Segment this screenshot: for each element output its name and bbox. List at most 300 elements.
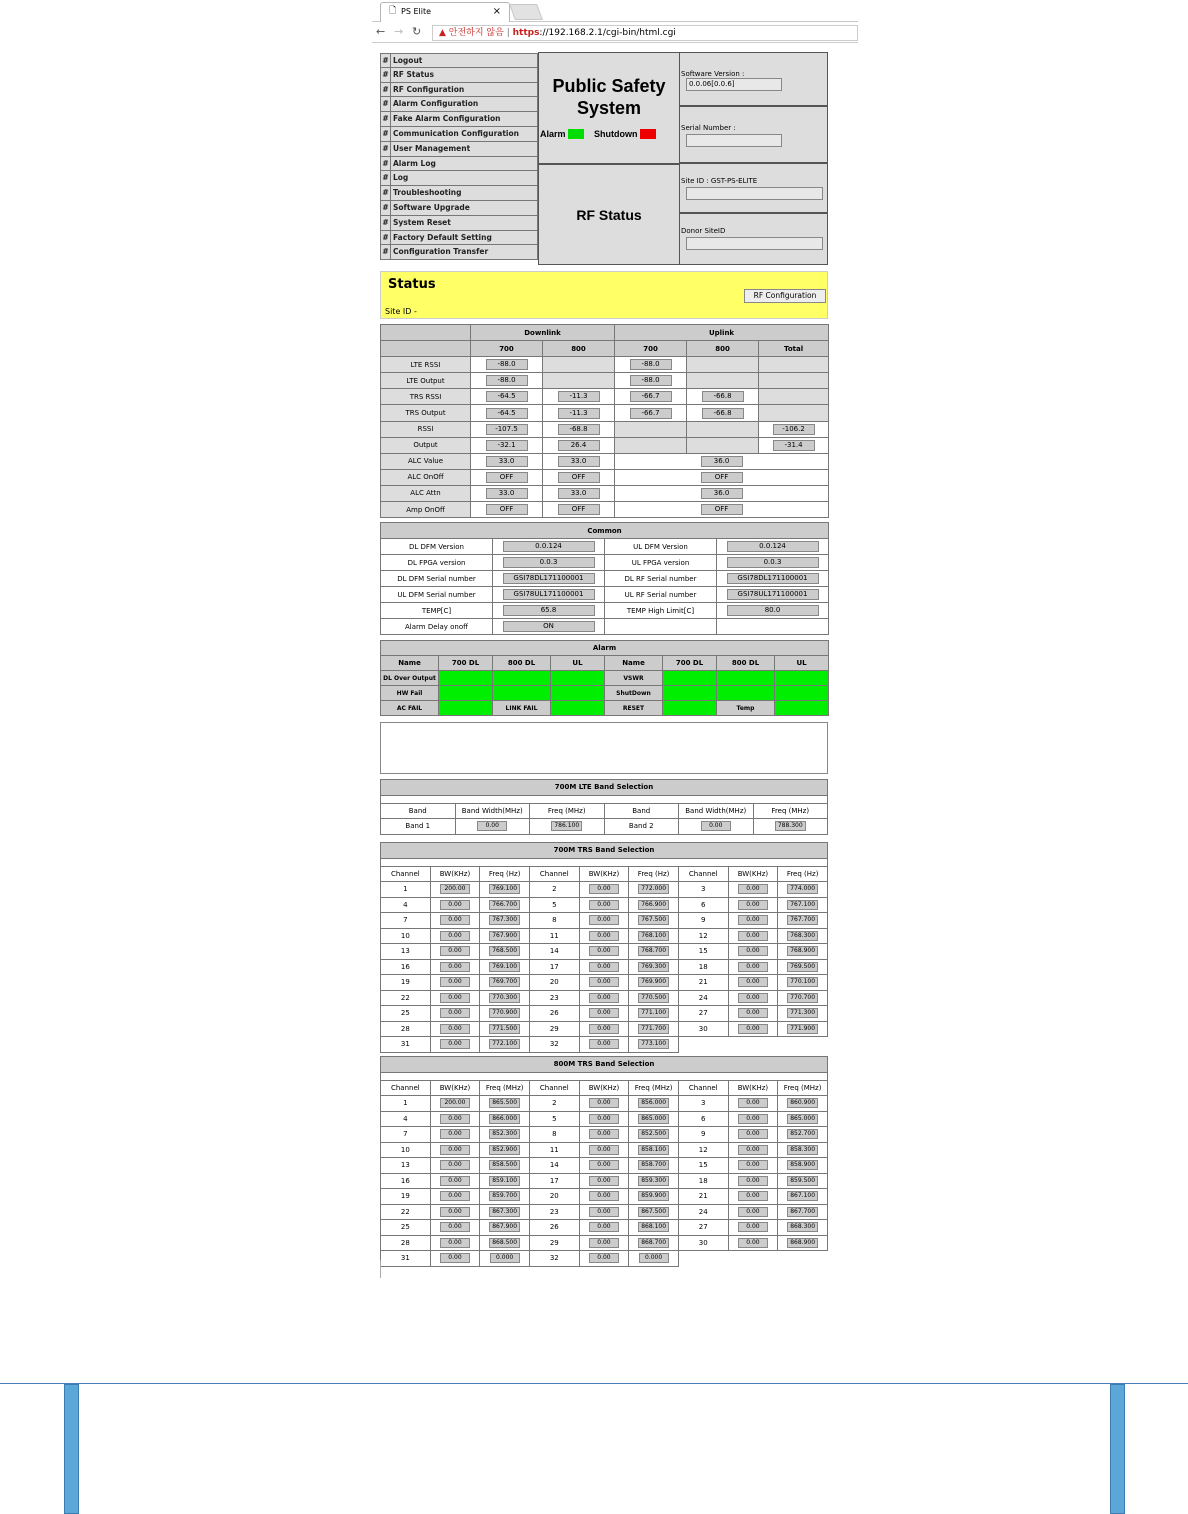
trs-header-row bbox=[381, 866, 828, 882]
trs-channel: 2 bbox=[529, 1096, 579, 1112]
common-label: DL FPGA version bbox=[381, 555, 493, 571]
trs-bandwidth: 0.00 bbox=[589, 1253, 619, 1263]
menu-item-factory-default-setting[interactable] bbox=[380, 231, 538, 246]
rf-control-value: 33.0 bbox=[486, 456, 528, 467]
rf-status-table bbox=[380, 324, 829, 518]
lte-col-header: Band Width(MHz) bbox=[455, 803, 530, 819]
trs-frequency: 865.000 bbox=[638, 1114, 669, 1124]
trs-channel: 11 bbox=[529, 928, 579, 944]
rf-col-header: 800 bbox=[543, 341, 615, 357]
menu-hash: # bbox=[381, 112, 391, 126]
tab-bar bbox=[372, 0, 858, 22]
software-version-field: 0.0.06[0.0.6] bbox=[686, 78, 782, 91]
url-field[interactable]: ▲ 안전하지 않음 | https://192.168.2.1/cgi-bin/html.cgi bbox=[432, 25, 858, 41]
trs-bandwidth: 0.00 bbox=[738, 1024, 768, 1034]
alarm-status-indicator bbox=[439, 686, 493, 701]
trs-bandwidth: 0.00 bbox=[738, 1129, 768, 1139]
menu-item-logout[interactable] bbox=[380, 53, 538, 68]
page-title-line2: System bbox=[576, 98, 642, 118]
rf-control-value: OFF bbox=[558, 504, 600, 515]
trs-bandwidth: 0.00 bbox=[440, 1039, 470, 1049]
warning-icon: ▲ bbox=[439, 28, 446, 38]
address-bar-row bbox=[372, 23, 858, 43]
trs-bandwidth: 0.00 bbox=[440, 1160, 470, 1170]
alarm-status-indicator bbox=[493, 686, 551, 701]
trs-bandwidth: 0.00 bbox=[738, 884, 768, 894]
trs-bandwidth: 0.00 bbox=[589, 977, 619, 987]
trs-frequency: 859.300 bbox=[638, 1176, 669, 1186]
lte-value: 786.100 bbox=[551, 821, 582, 831]
trs-channel: 9 bbox=[678, 1127, 728, 1143]
page-title-line1: Public Safety bbox=[552, 76, 666, 96]
trs-frequency: 769.100 bbox=[489, 884, 520, 894]
trs-col-header: Freq (MHz) bbox=[480, 1080, 530, 1096]
menu-hash: # bbox=[381, 245, 391, 259]
trs-channel: 31 bbox=[381, 1251, 431, 1267]
trs800-header: 800M TRS Band Selection bbox=[381, 1057, 828, 1073]
trs-bandwidth: 0.00 bbox=[589, 900, 619, 910]
menu-hash: # bbox=[381, 171, 391, 185]
menu-item-label: System Reset bbox=[393, 217, 451, 227]
trs-channel: 3 bbox=[678, 1096, 728, 1112]
trs-channel: 22 bbox=[381, 990, 431, 1006]
trs-channel: 32 bbox=[529, 1037, 579, 1053]
status-banner bbox=[380, 271, 828, 319]
trs-channel: 13 bbox=[381, 1158, 431, 1174]
menu-item-user-management[interactable] bbox=[380, 142, 538, 157]
trs-channel: 21 bbox=[678, 975, 728, 991]
trs-channel: 9 bbox=[678, 913, 728, 929]
trs-channel: 26 bbox=[529, 1220, 579, 1236]
menu-item-alarm-log[interactable] bbox=[380, 157, 538, 172]
serial-number-field bbox=[686, 134, 782, 147]
trs-col-header: Freq (Hz) bbox=[629, 866, 679, 882]
menu-item-configuration-transfer[interactable] bbox=[380, 245, 538, 260]
alarm-col-header: 800 DL bbox=[493, 656, 551, 671]
alarm-name: ShutDown bbox=[605, 686, 663, 701]
lte-col-header: Freq (MHz) bbox=[753, 803, 828, 819]
alarm-status-indicator bbox=[775, 686, 829, 701]
rf-control-value: 33.0 bbox=[558, 488, 600, 499]
trs-bandwidth: 0.00 bbox=[440, 900, 470, 910]
rf-value: -66.8 bbox=[702, 391, 744, 402]
trs-bandwidth: 0.00 bbox=[589, 1008, 619, 1018]
common-label: DL DFM Version bbox=[381, 539, 493, 555]
donor-site-field bbox=[686, 237, 823, 250]
trs-channel: 8 bbox=[529, 913, 579, 929]
menu-item-label: Configuration Transfer bbox=[393, 247, 489, 257]
menu-item-troubleshooting[interactable] bbox=[380, 186, 538, 201]
common-label: Alarm Delay onoff bbox=[381, 619, 493, 635]
trs-bandwidth: 0.00 bbox=[440, 1145, 470, 1155]
trs-frequency: 868.500 bbox=[489, 1238, 520, 1248]
rf-control-row bbox=[381, 469, 829, 485]
trs-frequency: 858.300 bbox=[787, 1145, 818, 1155]
rf-value: -66.7 bbox=[630, 391, 672, 402]
lte-value: 788.300 bbox=[775, 821, 806, 831]
trs-frequency: 858.500 bbox=[489, 1160, 520, 1170]
alarm-message-textarea[interactable] bbox=[380, 722, 828, 774]
trs-bandwidth: 0.00 bbox=[589, 946, 619, 956]
alarm-name: RESET bbox=[605, 701, 663, 716]
trs-frequency: 771.100 bbox=[638, 1008, 669, 1018]
page-name-panel: RF Status bbox=[538, 164, 680, 265]
trs-col-header: Channel bbox=[381, 866, 431, 882]
trs-bandwidth: 0.00 bbox=[589, 1098, 619, 1108]
trs-frequency: 860.900 bbox=[787, 1098, 818, 1108]
site-id-field bbox=[686, 187, 823, 200]
alarm-status-indicator bbox=[775, 671, 829, 686]
common-table bbox=[380, 522, 829, 635]
rf-row-label: LTE RSSI bbox=[381, 357, 471, 373]
trs-frequency: 868.100 bbox=[638, 1222, 669, 1232]
trs-channel: 14 bbox=[529, 944, 579, 960]
trs-bandwidth: 200.00 bbox=[440, 1098, 470, 1108]
common-value: GSI78DL171100001 bbox=[727, 573, 819, 584]
trs-channel: 10 bbox=[381, 928, 431, 944]
trs-frequency: 769.500 bbox=[787, 962, 818, 972]
donor-site-label: Donor SiteID bbox=[681, 227, 726, 235]
trs-frequency: 768.900 bbox=[787, 946, 818, 956]
trs-channel bbox=[678, 1251, 728, 1267]
trs-bandwidth: 0.00 bbox=[440, 1207, 470, 1217]
trs-frequency: 852.900 bbox=[489, 1145, 520, 1155]
common-row bbox=[381, 539, 829, 555]
alarm-status-indicator bbox=[717, 671, 775, 686]
trs-channel: 23 bbox=[529, 1204, 579, 1220]
trs-frequency: 858.700 bbox=[638, 1160, 669, 1170]
trs-channel: 18 bbox=[678, 959, 728, 975]
trs-frequency: 767.700 bbox=[787, 915, 818, 925]
trs-bandwidth: 0.00 bbox=[589, 1207, 619, 1217]
menu-item-fake-alarm-configuration[interactable] bbox=[380, 112, 538, 127]
trs-frequency: 770.700 bbox=[787, 993, 818, 1003]
trs-frequency: 867.900 bbox=[489, 1222, 520, 1232]
rf-row-label: LTE Output bbox=[381, 373, 471, 389]
forward-icon[interactable]: → bbox=[394, 25, 404, 38]
rf-value: -88.0 bbox=[630, 359, 672, 370]
alarm-col-header: UL bbox=[551, 656, 605, 671]
trs-bandwidth: 0.00 bbox=[440, 977, 470, 987]
menu-item-rf-configuration[interactable] bbox=[380, 83, 538, 98]
trs-frequency: 852.300 bbox=[489, 1129, 520, 1139]
trs-channel: 16 bbox=[381, 1173, 431, 1189]
rf-value: -68.8 bbox=[558, 424, 600, 435]
trs-bandwidth: 0.00 bbox=[440, 1238, 470, 1248]
trs-channel: 29 bbox=[529, 1235, 579, 1251]
trs-frequency: 770.100 bbox=[787, 977, 818, 987]
rf-value: -31.4 bbox=[773, 440, 815, 451]
trs-channel: 17 bbox=[529, 1173, 579, 1189]
menu-item-communication-configuration[interactable] bbox=[380, 127, 538, 142]
trs-col-header: BW(KHz) bbox=[728, 866, 778, 882]
rf-row bbox=[381, 373, 829, 389]
menu-item-system-reset[interactable] bbox=[380, 216, 538, 231]
rf-row-label: TRS Output bbox=[381, 405, 471, 421]
trs-col-header: Freq (Hz) bbox=[778, 866, 828, 882]
rf-row bbox=[381, 421, 829, 437]
trs-row bbox=[381, 1021, 828, 1037]
footer-right-bar bbox=[1110, 1384, 1125, 1514]
menu-item-label: Communication Configuration bbox=[393, 128, 519, 138]
trs-channel: 27 bbox=[678, 1006, 728, 1022]
trs-frequency: 771.300 bbox=[787, 1008, 818, 1018]
trs-row bbox=[381, 1127, 828, 1143]
trs-channel: 31 bbox=[381, 1037, 431, 1053]
alarm-col-header: 800 DL bbox=[717, 656, 775, 671]
trs-row bbox=[381, 882, 828, 898]
rf-value: -107.5 bbox=[486, 424, 528, 435]
rf-control-row bbox=[381, 502, 829, 518]
close-tab-icon[interactable]: × bbox=[492, 6, 501, 17]
trs-bandwidth: 200.00 bbox=[440, 884, 470, 894]
trs-frequency: 0.000 bbox=[490, 1253, 520, 1263]
trs-frequency: 768.700 bbox=[638, 946, 669, 956]
alarm-indicator bbox=[568, 129, 584, 139]
trs-col-header: BW(KHz) bbox=[579, 1080, 629, 1096]
new-tab-button[interactable] bbox=[509, 4, 543, 20]
trs-bandwidth: 0.00 bbox=[440, 962, 470, 972]
common-value: 65.8 bbox=[503, 605, 595, 616]
browser-tab[interactable] bbox=[380, 2, 510, 22]
trs-bandwidth: 0.00 bbox=[589, 1222, 619, 1232]
menu-item-alarm-configuration[interactable] bbox=[380, 97, 538, 112]
trs-row bbox=[381, 975, 828, 991]
trs-frequency: 771.900 bbox=[787, 1024, 818, 1034]
trs-channel: 4 bbox=[381, 897, 431, 913]
trs-channel: 19 bbox=[381, 1189, 431, 1205]
alarm-status-indicator bbox=[439, 671, 493, 686]
trs-bandwidth: 0.00 bbox=[589, 1114, 619, 1124]
trs-col-header: Freq (Hz) bbox=[480, 866, 530, 882]
trs-row bbox=[381, 944, 828, 960]
trs-row bbox=[381, 1096, 828, 1112]
trs-channel: 23 bbox=[529, 990, 579, 1006]
trs-bandwidth: 0.00 bbox=[589, 1129, 619, 1139]
page-icon: 🗋 bbox=[389, 6, 397, 16]
trs-bandwidth: 0.00 bbox=[738, 1176, 768, 1186]
alarm-col-header: 700 DL bbox=[663, 656, 717, 671]
trs-col-header: Channel bbox=[529, 1080, 579, 1096]
rf-row bbox=[381, 357, 829, 373]
trs-frequency: 868.900 bbox=[787, 1238, 818, 1248]
menu-hash: # bbox=[381, 83, 391, 97]
trs-row bbox=[381, 913, 828, 929]
trs-frequency: 768.100 bbox=[638, 931, 669, 941]
rf-control-value: 36.0 bbox=[701, 488, 743, 499]
trs-bandwidth: 0.00 bbox=[440, 1129, 470, 1139]
rf-col-header: 800 bbox=[687, 341, 759, 357]
rf-control-value: 33.0 bbox=[486, 488, 528, 499]
common-label: DL DFM Serial number bbox=[381, 571, 493, 587]
rf-value: -64.5 bbox=[486, 408, 528, 419]
alarm-name: LINK FAIL bbox=[493, 701, 551, 716]
trs-channel: 28 bbox=[381, 1021, 431, 1037]
menu-item-label: Fake Alarm Configuration bbox=[393, 114, 501, 124]
trs-bandwidth: 0.00 bbox=[738, 1238, 768, 1248]
footer-rule bbox=[0, 1383, 1188, 1384]
common-value: GSI78UL171100001 bbox=[503, 589, 595, 600]
lte-col-header: Band Width(MHz) bbox=[679, 803, 754, 819]
reload-icon[interactable]: ↻ bbox=[412, 25, 422, 38]
trs-row bbox=[381, 1220, 828, 1236]
trs-channel: 1 bbox=[381, 882, 431, 898]
rf-row-label: ALC Attn bbox=[381, 485, 471, 501]
rf-control-value: OFF bbox=[701, 504, 743, 515]
trs-channel: 12 bbox=[678, 1142, 728, 1158]
back-icon[interactable]: ← bbox=[376, 25, 386, 38]
alarm-name: HW Fail bbox=[381, 686, 439, 701]
menu-item-label: RF Configuration bbox=[393, 84, 465, 94]
common-row bbox=[381, 571, 829, 587]
rf-control-row bbox=[381, 485, 829, 501]
trs-channel: 25 bbox=[381, 1220, 431, 1236]
trs-frequency: 771.500 bbox=[489, 1024, 520, 1034]
security-warning[interactable]: 안전하지 않음 bbox=[448, 28, 504, 38]
trs-frequency: 770.500 bbox=[638, 993, 669, 1003]
page-left-edge bbox=[380, 1260, 381, 1278]
trs-frequency: 769.900 bbox=[638, 977, 669, 987]
trs-channel bbox=[678, 1037, 728, 1053]
menu-hash: # bbox=[381, 68, 391, 82]
title-panel bbox=[538, 52, 680, 164]
common-row bbox=[381, 555, 829, 571]
trs-bandwidth: 0.00 bbox=[589, 1160, 619, 1170]
trs-frequency: 865.000 bbox=[787, 1114, 818, 1124]
alarm-status-indicator bbox=[551, 671, 605, 686]
trs-frequency: 773.100 bbox=[638, 1039, 669, 1049]
menu-hash: # bbox=[381, 231, 391, 245]
trs-frequency: 867.100 bbox=[787, 1191, 818, 1201]
common-value: GSI78UL171100001 bbox=[727, 589, 819, 600]
menu-item-rf-status[interactable] bbox=[380, 68, 538, 83]
trs-col-header: Freq (MHz) bbox=[778, 1080, 828, 1096]
trs-bandwidth: 0.00 bbox=[738, 1222, 768, 1232]
trs-bandwidth: 0.00 bbox=[589, 993, 619, 1003]
trs-row bbox=[381, 1251, 828, 1267]
menu-hash: # bbox=[381, 186, 391, 200]
alarm-status-indicator bbox=[663, 686, 717, 701]
trs-frequency: 769.100 bbox=[489, 962, 520, 972]
trs-frequency: 856.000 bbox=[638, 1098, 669, 1108]
rf-row-label: RSSI bbox=[381, 421, 471, 437]
rf-row-label: ALC Value bbox=[381, 453, 471, 469]
trs-channel: 18 bbox=[678, 1173, 728, 1189]
lte-band-name: Band 2 bbox=[604, 819, 679, 835]
trs-bandwidth: 0.00 bbox=[440, 1008, 470, 1018]
common-value: 0.0.3 bbox=[503, 557, 595, 568]
trs-frequency: 859.700 bbox=[489, 1191, 520, 1201]
trs-bandwidth: 0.00 bbox=[440, 946, 470, 956]
rf-row bbox=[381, 389, 829, 405]
alarm-col-header: 700 DL bbox=[439, 656, 493, 671]
shutdown-label: Shutdown bbox=[594, 129, 638, 139]
trs-bandwidth: 0.00 bbox=[738, 1207, 768, 1217]
rf-value: -88.0 bbox=[486, 359, 528, 370]
trs-row bbox=[381, 1173, 828, 1189]
trs-channel: 11 bbox=[529, 1142, 579, 1158]
rf-value: -88.0 bbox=[486, 375, 528, 386]
alarm-col-header: Name bbox=[605, 656, 663, 671]
trs-channel: 17 bbox=[529, 959, 579, 975]
rf-row bbox=[381, 405, 829, 421]
alarm-table bbox=[380, 640, 829, 716]
alarm-col-header: UL bbox=[775, 656, 829, 671]
url-path: ://192.168.2.1/cgi-bin/html.cgi bbox=[539, 28, 676, 38]
alarm-status-indicator bbox=[551, 686, 605, 701]
menu-item-software-upgrade[interactable] bbox=[380, 201, 538, 216]
trs-row bbox=[381, 990, 828, 1006]
alarm-name: DL Over Output bbox=[381, 671, 439, 686]
rf-row-label: Output bbox=[381, 437, 471, 453]
menu-hash: # bbox=[381, 127, 391, 141]
common-label: UL RF Serial number bbox=[605, 587, 717, 603]
trs-row bbox=[381, 897, 828, 913]
menu-item-label: RF Status bbox=[393, 69, 434, 79]
trs-frequency: 852.700 bbox=[787, 1129, 818, 1139]
common-value: GSI78DL171100001 bbox=[503, 573, 595, 584]
lte-band-header: 700M LTE Band Selection bbox=[381, 780, 828, 796]
trs700-header: 700M TRS Band Selection bbox=[381, 843, 828, 859]
software-version-label: Software Version : bbox=[681, 70, 745, 78]
trs-bandwidth: 0.00 bbox=[589, 1238, 619, 1248]
trs-frequency: 768.300 bbox=[787, 931, 818, 941]
menu-item-label: Troubleshooting bbox=[393, 188, 462, 198]
menu-hash: # bbox=[381, 54, 391, 67]
trs-channel: 5 bbox=[529, 897, 579, 913]
trs-header-row bbox=[381, 1080, 828, 1096]
trs-frequency: 774.000 bbox=[787, 884, 818, 894]
alarm-name: VSWR bbox=[605, 671, 663, 686]
trs-bandwidth: 0.00 bbox=[738, 900, 768, 910]
menu-item-label: Alarm Configuration bbox=[393, 99, 479, 109]
common-row bbox=[381, 587, 829, 603]
trs-frequency: 866.000 bbox=[489, 1114, 520, 1124]
alarm-status-indicator bbox=[775, 701, 829, 716]
trs-channel: 24 bbox=[678, 990, 728, 1006]
trs-col-header: Channel bbox=[381, 1080, 431, 1096]
rf-configuration-button[interactable]: RF Configuration bbox=[744, 289, 826, 303]
trs-col-header: Channel bbox=[678, 1080, 728, 1096]
status-site-id: Site ID - bbox=[385, 307, 417, 316]
trs-frequency: 859.100 bbox=[489, 1176, 520, 1186]
trs-frequency: 858.100 bbox=[638, 1145, 669, 1155]
alarm-status-indicator bbox=[439, 701, 493, 716]
donor-site-panel bbox=[679, 213, 828, 265]
trs-frequency: 867.700 bbox=[787, 1207, 818, 1217]
rf-row-label: Amp OnOff bbox=[381, 502, 471, 518]
trs-frequency: 767.300 bbox=[489, 915, 520, 925]
trs-channel: 8 bbox=[529, 1127, 579, 1143]
trs-channel: 24 bbox=[678, 1204, 728, 1220]
trs-row bbox=[381, 1111, 828, 1127]
trs-frequency: 859.900 bbox=[638, 1191, 669, 1201]
trs-row bbox=[381, 1037, 828, 1053]
trs-channel: 15 bbox=[678, 944, 728, 960]
trs-bandwidth: 0.00 bbox=[440, 931, 470, 941]
menu-hash: # bbox=[381, 157, 391, 171]
common-label: UL FPGA version bbox=[605, 555, 717, 571]
trs-frequency: 769.300 bbox=[638, 962, 669, 972]
rf-value: -66.8 bbox=[702, 408, 744, 419]
rf-control-value: OFF bbox=[701, 472, 743, 483]
menu-item-log[interactable] bbox=[380, 171, 538, 186]
trs-channel: 20 bbox=[529, 975, 579, 991]
trs-bandwidth: 0.00 bbox=[738, 1114, 768, 1124]
trs-bandwidth: 0.00 bbox=[440, 1222, 470, 1232]
trs-channel: 7 bbox=[381, 1127, 431, 1143]
lte-col-header: Band bbox=[604, 803, 679, 819]
